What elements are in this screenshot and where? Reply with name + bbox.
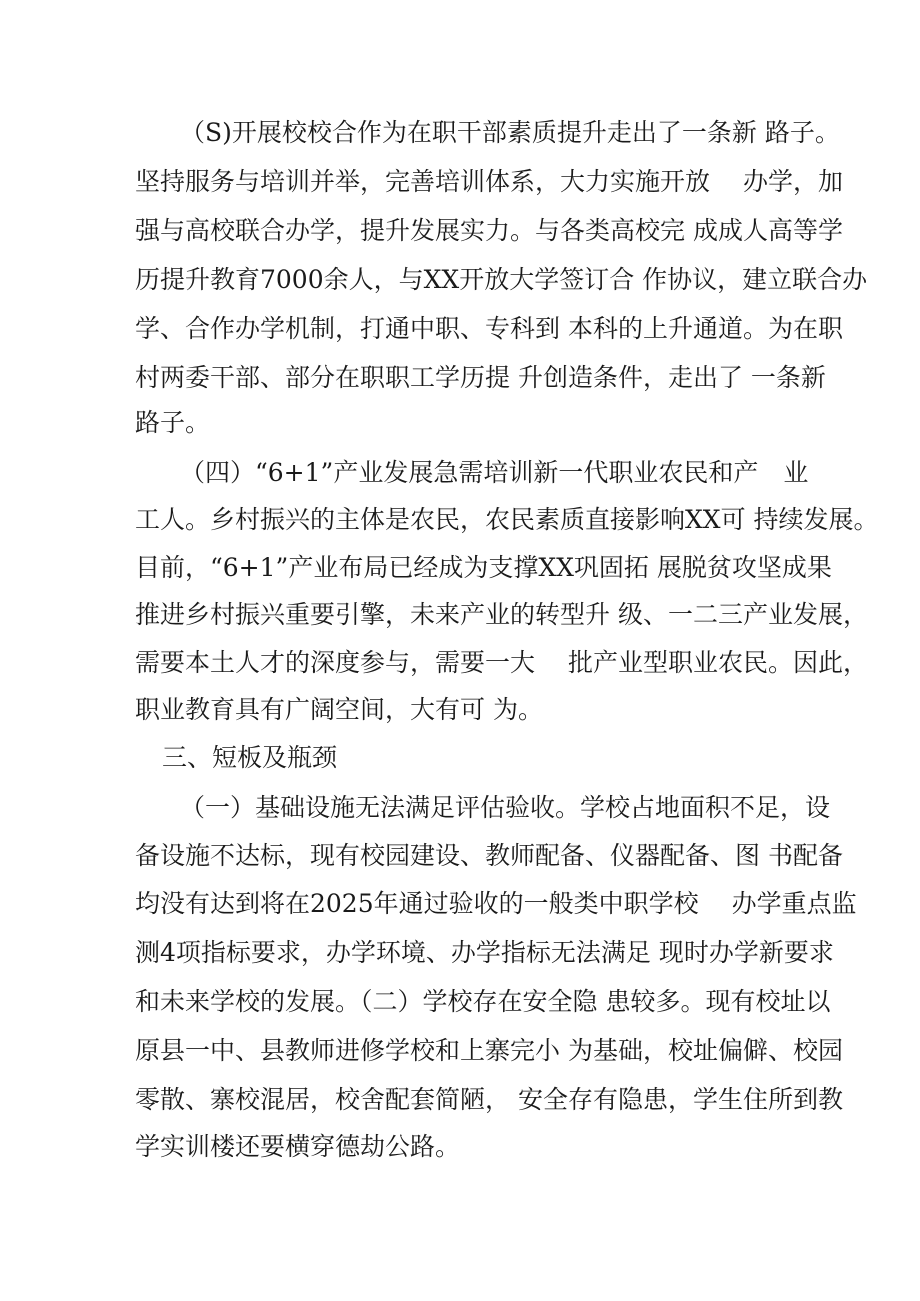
paragraph-line: 目前，“6+1”产业布局已经成为支撑XX巩固拓 展脱贫攻坚成果 <box>135 553 832 582</box>
paragraph-line: 学实训楼还要横穿德劫公路。 <box>135 1132 461 1161</box>
paragraph-line: 坚持服务与培训并举，完善培训体系，大力实施开放 办学，加 <box>135 167 843 196</box>
paragraph-line: 强与高校联合办学，提升发展实力。与各类高校完 成成人高等学 <box>135 216 843 245</box>
paragraph-line: 需要本土人才的深度参与，需要一大 批产业型职业农民。因此， <box>135 648 868 677</box>
paragraph-line: 均没有达到将在2025年通过验收的一般类中职学校 办学重点监 <box>135 889 857 918</box>
paragraph-line: 村两委干部、部分在职职工学历提 升创造条件，走出了 一条新 <box>135 363 826 392</box>
paragraph-line: 零散、寨校混居，校舍配套简陋， 安全存有隐患，学生住所到教 <box>135 1085 843 1114</box>
paragraph-line: 路子。 <box>135 408 211 437</box>
paragraph-line: 职业教育具有广阔空间，大有可 为。 <box>135 695 543 724</box>
paragraph-line: 测4项指标要求，办学环境、办学指标无法满足 现时办学新要求 <box>135 938 834 967</box>
paragraph-line: 工人。乡村振兴的主体是农民，农民素质直接影响XX可 持续发展。 <box>135 505 879 534</box>
paragraph-line: （S)开展校校合作为在职干部素质提升走出了一条新 路子。 <box>180 118 840 147</box>
paragraph-line: 和未来学校的发展。（二）学校存在安全隐 患较多。现有校址以 <box>135 987 831 1016</box>
paragraph-line: 历提升教育7000余人，与XX开放大学签订合 作协议，建立联合办 <box>135 265 868 294</box>
paragraph-line: 原县一中、县教师进修学校和上寨完小 为基础，校址偏僻、校园 <box>135 1036 843 1065</box>
paragraph-line: （一）基础设施无法满足评估验收。学校占地面积不足，设 <box>180 793 831 822</box>
paragraph-line: 学、合作办学机制，打通中职、专科到 本科的上升通道。为在职 <box>135 314 843 343</box>
paragraph-line: （四）“6+1”产业发展急需培训新一代职业农民和产 业 <box>180 458 809 487</box>
section-heading: 三、短板及瓶颈 <box>162 743 338 772</box>
paragraph-line: 推进乡村振兴重要引擎，未来产业的转型升 级、一二三产业发展， <box>135 600 868 629</box>
paragraph-line: 备设施不达标，现有校园建设、教师配备、仪器配备、图 书配备 <box>135 841 843 870</box>
